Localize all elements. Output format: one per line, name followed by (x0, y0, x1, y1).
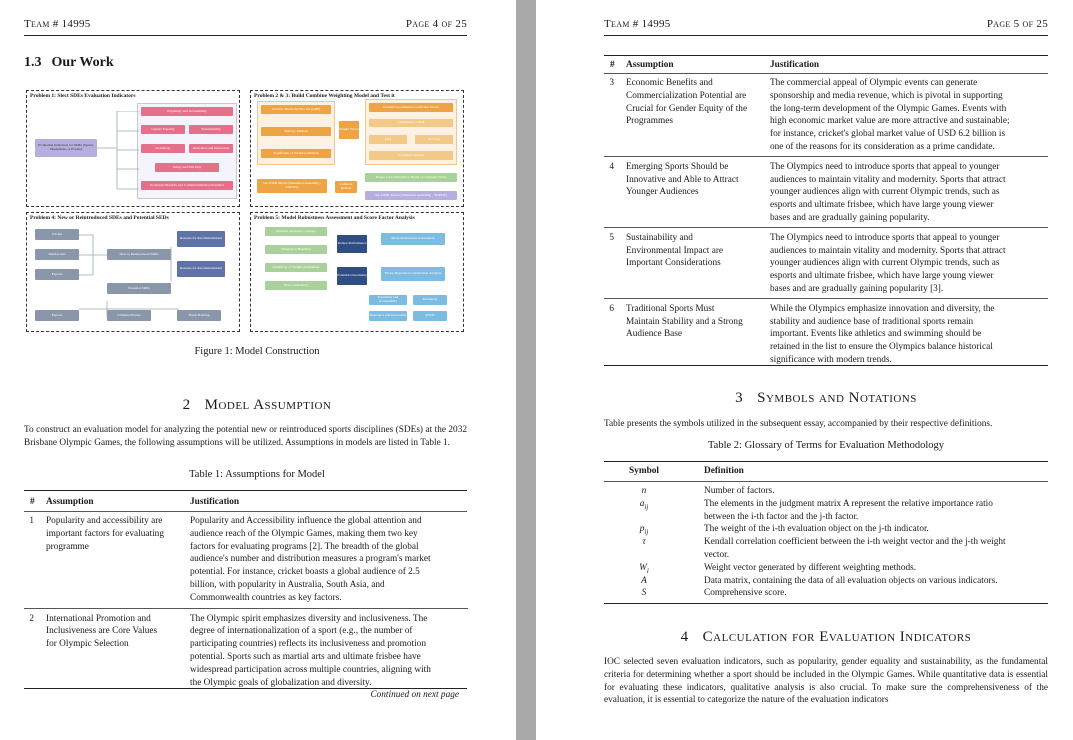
figure-box: Ultimate Frisbee (107, 310, 151, 321)
header-rule (604, 73, 1048, 74)
column-header-definition: Definition (704, 466, 744, 476)
header-rule (604, 35, 1048, 36)
row-number: 1 (29, 516, 34, 526)
section-2-paragraph: To construct an evaluation model for analyzing the potential new or reintroduced sports disciplines (SDEs) at the 2032 Brisbane Olympic Games, the following assumptions will be utilized. Assumptions in models are listed in Table 1. (24, 425, 467, 448)
figure-box: Consistent Results (369, 151, 453, 160)
figure-box: Esports (35, 310, 79, 321)
figure-box: Factor Proportion Contribution Analysis (381, 267, 445, 281)
table-bottom-rule (604, 603, 1048, 604)
row-number: 5 (609, 232, 614, 243)
figure-box: Break Dancing (177, 310, 221, 321)
figure-box: Inclusivity (413, 295, 447, 305)
section-3-paragraph: Table presents the symbols utilized in the subsequent essay, accompanied by their respective definitions. (604, 419, 993, 429)
figure-box: Entropy Method (261, 127, 331, 136)
figure-box: Martial Arts (35, 249, 79, 260)
assumption-cell: Economic Benefits and Commercialization Potential are Crucial for Gender Equity of the Programmes (626, 78, 748, 127)
team-label: Team # 14995 (24, 18, 91, 30)
symbol-cell: $a_{ij}$ (639, 498, 649, 511)
section-heading-4: 4 Calculation for Evaluation Indicators (680, 629, 972, 645)
figure-box: Cricket (35, 229, 79, 240)
figure-box: SWOT (413, 311, 447, 321)
symbol-cell: n (641, 486, 647, 496)
section-4-paragraph: IOC selected seven evaluation indicators, such as popularity, gender equality and sustainability, as the fundamental criteria for determining whether a sport should be included in the Olympic Games. While quantitative data is essential for evaluating these indicators, qualitative analysis is also crucial. To make sure the comprehensiveness of the evaluation, it is essential to categorize the nature of the evaluation indicators (604, 657, 1048, 706)
row-number: 4 (609, 161, 614, 172)
figure-box: Potential Uncertainty (337, 267, 367, 285)
figure-box: Economic Benefits and Commercialization Potential (141, 181, 233, 190)
page-number: Page 4 of 25 (405, 18, 467, 30)
section-heading-3: 3 Symbols and Notations (735, 390, 917, 406)
figure-box: SA-GSPR Model (Simulated Annealing - TOPSIS) (257, 179, 327, 193)
figure-box: Evaluation Indicators for SDEs (Sports, Disciplines, or Events) (35, 139, 97, 157)
symbol-cell: τ (642, 537, 646, 548)
figure-box: Relevance and Innovation (369, 311, 407, 321)
page-number: Page 5 of 25 (986, 18, 1048, 30)
column-header-assumption: Assumption (626, 60, 674, 70)
figure-box: Compare Results (335, 181, 357, 193)
header-rule (24, 511, 467, 512)
column-header-num: # (30, 497, 35, 507)
figure-box: Esports (35, 269, 79, 280)
figure-box: Inclusivity (141, 144, 185, 153)
figure-box: Pass (369, 135, 407, 144)
figure-box: Reasons for Recommendation (177, 261, 225, 277)
continued-note: Continued on next page (370, 690, 459, 700)
assumption-cell: Traditional Sports Must Maintain Stability and a Strong Audience Base (626, 303, 743, 340)
figure-box: Coefficient of Variation Method (261, 149, 331, 158)
row-number: 2 (29, 613, 34, 624)
panel-title: Problem 2 & 3: Build Combine Weighting Model and Test it (254, 93, 395, 99)
figure-box: Weight Vector (339, 121, 359, 139)
left-page (0, 0, 516, 740)
table-top-rule (24, 490, 467, 491)
justification-cell: The Olympic spirit emphasizes diversity and inclusiveness. The degree of internationalization of a sport (e.g., the number of participating countries) reflects its inclusiveness and promotion potential. Sports such as martial arts and ultimate frisbee have widespread participation across multiple countries, aligning with the Olympic goals of globalization and diversity. (190, 613, 431, 688)
figure-panel-problem-1 (26, 90, 240, 207)
section-heading-2: 2 Model Assumption (182, 397, 332, 413)
table-2-caption: Table 2: Glossary of Terms for Evaluation Methodology (708, 440, 944, 451)
row-rule (604, 227, 1048, 228)
figure-caption: Figure 1: Model Construction (194, 346, 320, 357)
team-label: Team # 14995 (604, 18, 671, 30)
figure-box: Multiple Attribute Coverage (265, 227, 327, 236)
figure-box: Model Robustness Assessment (381, 233, 445, 245)
justification-cell: The Olympics need to introduce sports that appeal to younger audiences to maintain vitality and modernity. Sports that attract younger audiences align with current Olympic trends, such as esports and ultimate frisbee, which have large young viewer bases and are gradually gaining popularity [3]. (770, 232, 1006, 294)
symbol-cell: S (641, 588, 647, 599)
figure-box: Sustainability (189, 125, 233, 134)
figure-box: SA-GSPR Model (Simulated Annealing - TOPSIS) (365, 191, 457, 200)
justification-cell: While the Olympics emphasize innovation and diversity, the stability and audience base of traditional sports remain important. Events like athletics and swimming should be retained in the list to ensure the Olympics balance historical significance with modern trends. (770, 303, 995, 365)
definition-cell: The elements in the judgment matrix A represent the relative importance ratio between the i-th factor and the j-th factor. (704, 498, 993, 522)
assumption-cell: Emerging Sports Should be Innovative and Able to Attract Younger Audiences (626, 161, 739, 198)
column-header-justification: Justification (770, 60, 820, 70)
connector-lines (97, 111, 139, 191)
justification-cell: Popularity and Accessibility influence the global attention and audience reach of the Olympic Games, making them two key factors for evaluating programs [2]. The breadth of the global audience's number and distribution measures a program's market potential. For instance, cricket boasts a global audience of 2.5 billion, with popularity in Australia, South Asia, and Commonwealth countries as key factors. (190, 516, 431, 603)
panel-title: Problem 1: Slect SDEs Evaluation Indicators (30, 93, 136, 99)
row-rule (604, 298, 1048, 299)
figure-box: Robust Performance (337, 235, 367, 253)
symbol-cell: $W_i$ (639, 562, 649, 575)
column-header-num: # (610, 60, 615, 70)
figure-box: Consistency Check (369, 119, 453, 127)
justification-cell: The commercial appeal of Olympic events can generate sponsorship and media revenue, which is pivotal in supporting the long-term development of the Olympic Games. Events with high economic market value are more attractive and sustainable; for instance, cricket's global market value of USD 6.2 billion is one of the reasons for its consideration as a prime candidate. (770, 78, 1010, 152)
figure-box: Not Pass (415, 135, 453, 144)
column-header-assumption: Assumption (46, 497, 94, 507)
table-top-rule (604, 55, 1048, 56)
row-rule (24, 608, 468, 609)
figure-panel-problem-5 (250, 212, 464, 332)
definition-cell: Weight vector generated by different weighting methods. (704, 562, 917, 573)
header-rule (24, 35, 467, 36)
justification-cell: The Olympics need to introduce sports that appeal to younger audiences to maintain vitality and modernity. Sports that attract younger audiences align with current Olympic trends, such as esports and ultimate frisbee, which have large young viewer bases and are gradually gaining popularity. (770, 161, 1006, 223)
column-header-symbol: Symbol (629, 466, 659, 476)
row-rule (604, 156, 1048, 157)
figure-box: Potential SDEs (107, 283, 171, 294)
figure-panel-problem-2-3 (250, 90, 464, 207)
assumption-cell: Popularity and accessibility are important factors for evaluating programme (46, 516, 164, 552)
figure-box: Relevance and Innovation (189, 144, 233, 153)
row-number: 6 (609, 303, 614, 314)
assumption-cell: Sustainability and Environmental Impact are Important Considerations (626, 232, 724, 269)
right-page (536, 0, 1073, 740)
figure-box: Popularity and Accessibility (141, 107, 233, 116)
assumption-cell: International Promotion and Inclusiveness are Core Values for Olympic Selection (46, 613, 158, 650)
definition-cell: The weight of the i-th evaluation object on the j-th indicator. (704, 524, 929, 535)
figure-box: Data Consistency (265, 281, 327, 290)
header-rule (604, 481, 1048, 482)
figure-box: Safety and Fair Play (155, 163, 219, 172)
figure-box: Popularity and Accessibility (369, 295, 407, 305)
figure-box: New or Reintroduced SDEs (107, 249, 171, 260)
figure-panel-problem-4 (26, 212, 240, 332)
row-number: 3 (609, 78, 614, 88)
figure-box: Gender Equality (141, 125, 185, 134)
figure-box: Kendall Coordinated Coefficient Model (369, 103, 453, 112)
definition-cell: Data matrix, containing the data of all evaluation objects on various indicators. (704, 575, 998, 586)
table-1-caption: Table 1: Assumptions for Model (189, 469, 325, 480)
figure-box: Monte Carlo Simulation Based on Gaussian Noise (365, 173, 457, 182)
column-header-justification: Justification (190, 497, 240, 507)
connector-lines (79, 233, 179, 317)
section-heading-1-3: 1.3 Our Work (24, 55, 114, 70)
symbol-cell: $p_{ij}$ (639, 524, 649, 537)
table-top-rule (604, 461, 1048, 462)
figure-box: Reasons for Recommendation (177, 231, 225, 247)
figure-box: Dimension Handling (265, 245, 327, 254)
definition-cell: Comprehensive score. (704, 588, 787, 599)
figure-box: Analytic Hierarchy Process (AHP) (261, 105, 331, 114)
definition-cell: Number of factors. (704, 486, 775, 496)
definition-cell: Kendall correlation coefficient between the i-th weight vector and the j-th weight vector. (704, 537, 1006, 560)
panel-title: Problem 4: New or Reintroduced SDEs and Potential SEDs (30, 215, 169, 221)
panel-title: Problem 5: Model Robustness Assessment and Score Factor Analysis (254, 215, 415, 221)
symbol-cell: A (641, 575, 647, 586)
figure-box: Sensitivity of Weight Assignment (265, 263, 327, 272)
